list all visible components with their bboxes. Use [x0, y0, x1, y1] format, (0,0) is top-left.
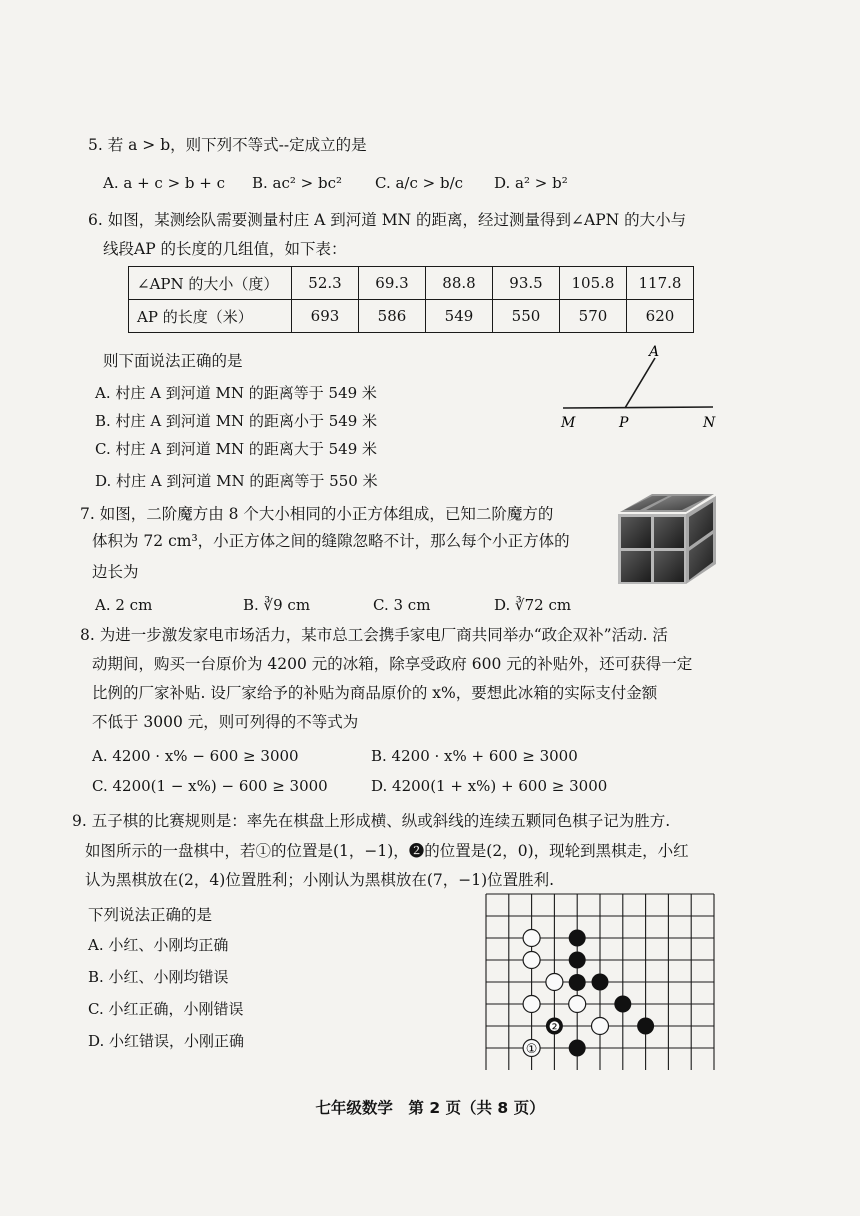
q5-option-d: D. a² > b²: [494, 174, 568, 192]
stone-label-2: ❷: [548, 1020, 561, 1035]
q9-stem-line3: 认为黑棋放在(2，4)位置胜利；小刚认为黑棋放在(7，−1)位置胜利.: [85, 871, 555, 889]
q6-figure: [555, 340, 725, 435]
white-stone: [546, 974, 563, 991]
black-stone: [592, 974, 609, 991]
white-stone: [523, 952, 540, 969]
q8-stem-line1: 8. 为进一步激发家电市场活力，某市总工会携手家电厂商共同举办“政企双补”活动. 活: [80, 626, 668, 644]
q8-option-c: C. 4200(1 − x%) − 600 ≥ 3000: [92, 777, 328, 795]
table-cell: 570: [560, 300, 627, 333]
black-stone: [569, 930, 586, 947]
q8-option-a: A. 4200 · x% − 600 ≥ 3000: [92, 747, 299, 765]
q7-option-c: C. 3 cm: [373, 596, 431, 614]
q7-cube-figure: [612, 488, 722, 588]
table-cell: 586: [359, 300, 426, 333]
q6-option-b: B. 村庄 A 到河道 MN 的距离小于 549 米: [95, 412, 378, 430]
q9-gomoku-board: [484, 892, 716, 1072]
table-cell: 117.8: [627, 267, 694, 300]
table-row: [129, 267, 694, 300]
q6-option-a: A. 村庄 A 到河道 MN 的距离等于 549 米: [95, 384, 377, 402]
table-cell: 52.3: [292, 267, 359, 300]
q6-label-p: P: [619, 415, 629, 431]
q7-option-d: D. ∛72 cm: [494, 596, 572, 614]
q6-label-a: A: [649, 344, 660, 360]
q7-option-a: A. 2 cm: [95, 596, 153, 614]
q9-stem-line2: 如图所示的一盘棋中，若①的位置是(1，−1)，❷的位置是(2，0)，现轮到黑棋走，小红: [85, 842, 689, 860]
table-cell: 105.8: [560, 267, 627, 300]
q9-option-d: D. 小红错误，小刚正确: [88, 1032, 245, 1050]
q6-data-table: [128, 266, 694, 333]
q6-stem-line1: 6. 如图，某测绘队需要测量村庄 A 到河道 MN 的距离，经过测量得到∠APN 的大小与: [88, 211, 687, 229]
q6-option-c: C. 村庄 A 到河道 MN 的距离大于 549 米: [95, 440, 378, 458]
q9-option-c: C. 小红正确，小刚错误: [88, 1000, 244, 1018]
q8-stem-line3: 比例的厂家补贴. 设厂家给予的补贴为商品原价的 x%，要想此冰箱的实际支付金额: [92, 684, 658, 702]
table-header-angle: ∠APN 的大小（度）: [129, 267, 292, 300]
q9-option-a: A. 小红、小刚均正确: [88, 936, 229, 954]
q6-prompt: 则下面说法正确的是: [103, 352, 243, 370]
q6-label-n: N: [703, 415, 716, 431]
white-stone: [523, 930, 540, 947]
q7-option-b: B. ∛9 cm: [243, 596, 311, 614]
table-cell: 693: [292, 300, 359, 333]
q5-stem: 5. 若 a > b，则下列不等式--定成立的是: [88, 136, 367, 154]
table-row: [129, 300, 694, 333]
q8-option-b: B. 4200 · x% + 600 ≥ 3000: [371, 747, 578, 765]
q8-stem-line4: 不低于 3000 元，则可列得的不等式为: [92, 713, 359, 731]
q6-option-d: D. 村庄 A 到河道 MN 的距离等于 550 米: [95, 472, 378, 490]
q8-option-d: D. 4200(1 + x%) + 600 ≥ 3000: [371, 777, 608, 795]
q7-stem-line2: 体积为 72 cm³，小正方体之间的缝隙忽略不计，那么每个小正方体的: [92, 532, 570, 550]
table-cell: 93.5: [493, 267, 560, 300]
q6-stem-line2: 线段AP 的长度的几组值，如下表：: [103, 240, 347, 258]
q6-label-m: M: [561, 415, 576, 431]
table-header-length: AP 的长度（米）: [129, 300, 292, 333]
table-cell: 88.8: [426, 267, 493, 300]
q9-option-b: B. 小红、小刚均错误: [88, 968, 229, 986]
page-footer: 七年级数学 第 2 页（共 8 页）: [315, 1099, 545, 1117]
black-stone: [637, 1018, 654, 1035]
white-stone: [523, 996, 540, 1013]
q8-stem-line2: 动期间，购买一台原价为 4200 元的冰箱，除享受政府 600 元的补贴外，还可获得一定: [92, 655, 693, 673]
table-cell: 549: [426, 300, 493, 333]
q9-prompt: 下列说法正确的是: [88, 906, 213, 924]
table-cell: 620: [627, 300, 694, 333]
table-cell: 69.3: [359, 267, 426, 300]
black-stone: [569, 1040, 586, 1057]
stone-label-1: ①: [525, 1042, 538, 1057]
white-stone: [569, 996, 586, 1013]
black-stone: [569, 952, 586, 969]
q7-stem-line3: 边长为: [92, 563, 139, 581]
q7-stem-line1: 7. 如图，二阶魔方由 8 个大小相同的小正方体组成，已知二阶魔方的: [80, 505, 554, 523]
black-stone: [569, 974, 586, 991]
q9-stem-line1: 9. 五子棋的比赛规则是：率先在棋盘上形成横、纵或斜线的连续五颗同色棋子记为胜方.: [72, 812, 671, 830]
table-cell: 550: [493, 300, 560, 333]
white-stone: [592, 1018, 609, 1035]
q5-option-b: B. ac² > bc²: [252, 174, 343, 192]
q5-option-c: C. a/c > b/c: [375, 174, 464, 192]
black-stone: [614, 996, 631, 1013]
q5-option-a: A. a + c > b + c: [103, 174, 226, 192]
